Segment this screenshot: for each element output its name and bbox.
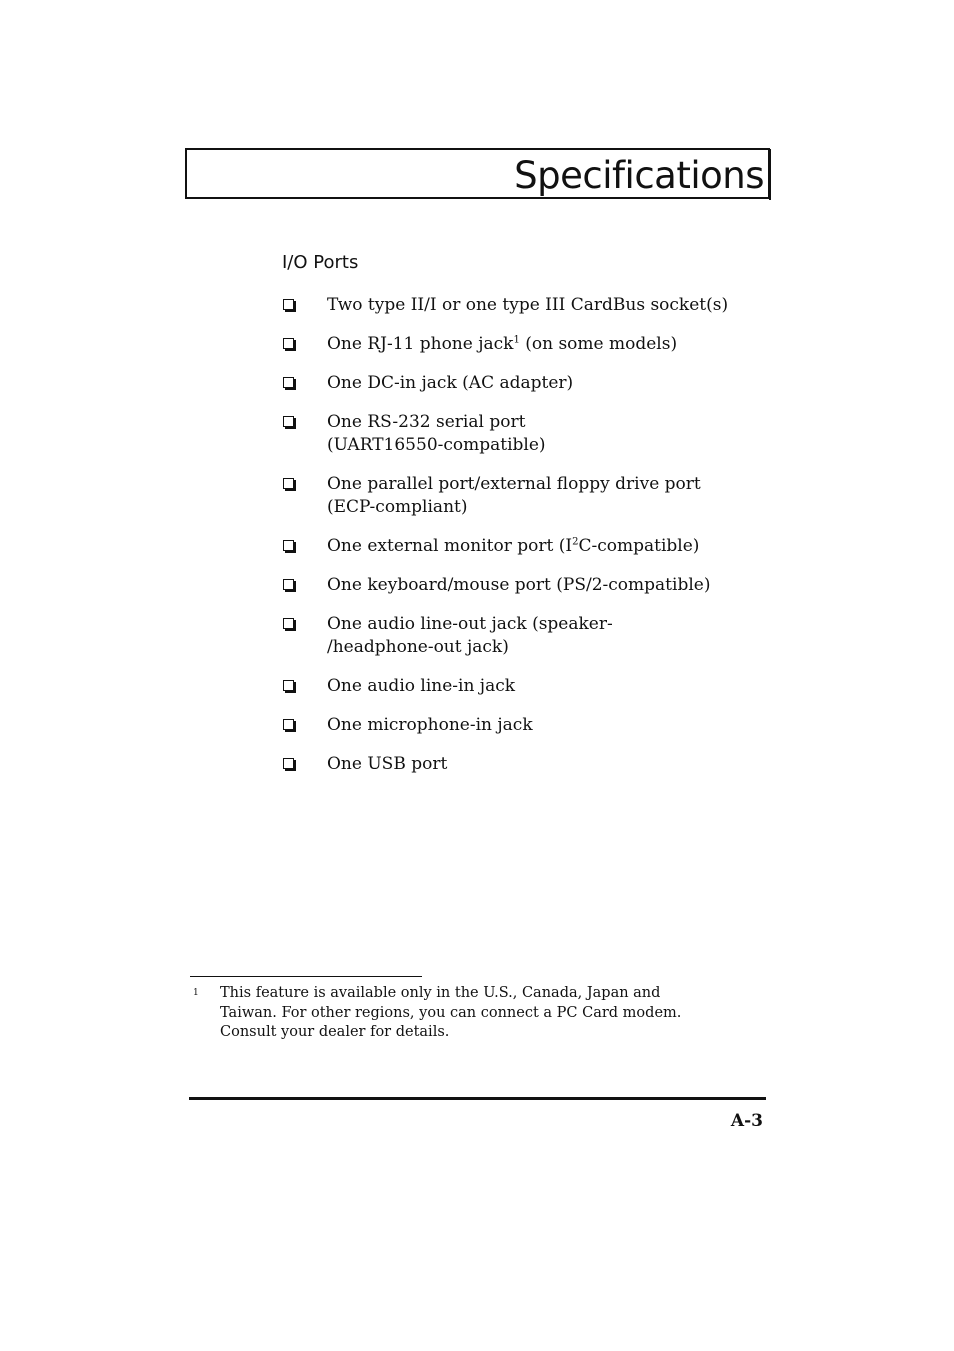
list-item-text-cont: C-compatible) bbox=[578, 536, 700, 556]
checkbox-icon bbox=[283, 416, 294, 427]
list-item-text-cont: (on some models) bbox=[519, 334, 678, 354]
checkbox-icon bbox=[283, 719, 294, 730]
checkbox-icon bbox=[283, 579, 294, 590]
list-item-text: One RS-232 serial port bbox=[327, 412, 526, 432]
list-item-text: One parallel port/external floppy drive port bbox=[327, 474, 701, 494]
checkbox-icon bbox=[283, 478, 294, 489]
list-item bbox=[282, 473, 772, 519]
list-item-text: One keyboard/mouse port (PS/2-compatible) bbox=[327, 575, 711, 595]
list-item bbox=[282, 333, 772, 356]
footnote bbox=[190, 984, 750, 1043]
list-item bbox=[282, 372, 772, 395]
checkbox-icon bbox=[283, 540, 294, 551]
footnote-divider bbox=[190, 976, 422, 977]
list-item-text: One audio line-in jack bbox=[327, 676, 516, 696]
port-list bbox=[282, 294, 772, 792]
page-number: A-3 bbox=[730, 1111, 763, 1131]
list-item bbox=[282, 574, 772, 597]
title-box bbox=[185, 148, 770, 199]
list-item-text-line2: (UART16550-compatible) bbox=[327, 435, 546, 455]
list-item bbox=[282, 753, 772, 776]
checkbox-icon bbox=[283, 758, 294, 769]
list-item-text: One DC-in jack (AC adapter) bbox=[327, 373, 574, 393]
footnote-ref: 1 bbox=[513, 334, 520, 346]
checkbox-icon bbox=[283, 377, 294, 388]
page-title: Specifications bbox=[514, 154, 764, 197]
title-box-shadow bbox=[769, 149, 771, 200]
list-item bbox=[282, 411, 772, 457]
list-item-text: One audio line-out jack (speaker- bbox=[327, 614, 613, 634]
footnote-line: Taiwan. For other regions, you can connect a PC Card modem. bbox=[220, 1004, 682, 1021]
list-item bbox=[282, 613, 772, 659]
list-item bbox=[282, 294, 772, 317]
checkbox-icon bbox=[283, 680, 294, 691]
list-item bbox=[282, 714, 772, 737]
list-item-text-line2: (ECP-compliant) bbox=[327, 497, 468, 517]
list-item-text: One USB port bbox=[327, 754, 448, 774]
footnote-line: This feature is available only in the U.S., Canada, Japan and bbox=[220, 985, 661, 1001]
list-item bbox=[282, 535, 772, 558]
checkbox-icon bbox=[283, 618, 294, 629]
checkbox-icon bbox=[283, 299, 294, 310]
list-item-text: One RJ-11 phone jack bbox=[327, 334, 514, 354]
list-item-text: Two type II/I or one type III CardBus socket(s) bbox=[327, 295, 729, 315]
list-item-text-line2: /headphone-out jack) bbox=[327, 637, 509, 657]
checkbox-icon bbox=[283, 338, 294, 349]
list-item-text: One microphone-in jack bbox=[327, 715, 533, 735]
list-item bbox=[282, 675, 772, 698]
list-item-text: One external monitor port (I bbox=[327, 536, 573, 556]
footnote-mark: 1 bbox=[193, 988, 199, 998]
footnote-line: Consult your dealer for details. bbox=[220, 1024, 450, 1040]
superscript: 2 bbox=[572, 536, 579, 548]
section-heading: I/O Ports bbox=[282, 252, 359, 273]
footer-divider bbox=[189, 1097, 766, 1100]
